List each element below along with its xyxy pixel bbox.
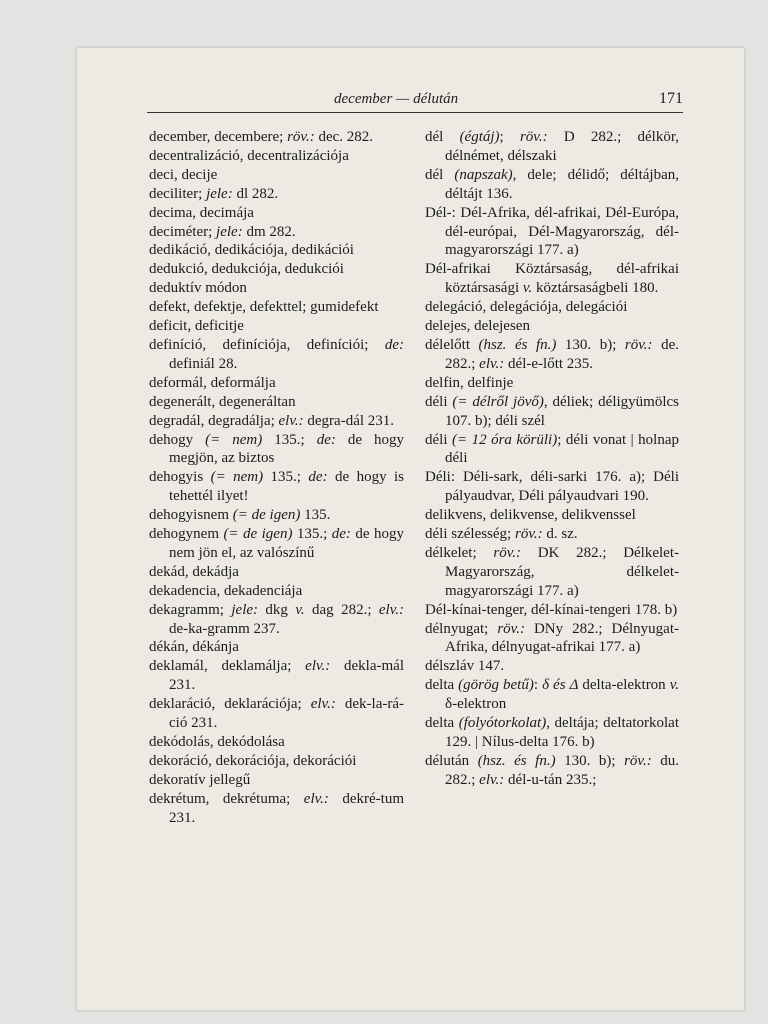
dictionary-entry: dékán, dékánja: [149, 639, 239, 656]
dictionary-entry: Déli: Déli-sark, déli-sarki 176. a); Déli pályaudvar, Déli pályaudvari 190.: [425, 469, 679, 505]
dictionary-entry: deciméter; jele: dm 282.: [149, 223, 296, 240]
dictionary-entry: deklaráció, deklarációja; elv.: dek-la-rá-ció 231.: [149, 696, 404, 732]
dictionary-entry: delta (görög betű): δ és Δ delta-elektron v. δ-elektron: [425, 677, 680, 713]
dictionary-entry: dehogy (= nem) 135.; de: de hogy megjön, az biztos: [149, 431, 404, 467]
dictionary-entry: defekt, defektje, defekttel; gumidefekt: [149, 299, 379, 316]
dictionary-entry: deklamál, deklamálja; elv.: dekla-mál 231.: [149, 658, 404, 694]
dictionary-entry: délkelet; röv.: DK 282.; Délkelet-Magyarország, délkelet-magyarországi 177. a): [425, 544, 679, 599]
dictionary-entry: dekrétum, dekrétuma; elv.: dekré-tum 231.: [149, 790, 404, 826]
dictionary-entry: dekódolás, dekódolása: [149, 734, 285, 750]
dictionary-entry: definíció, definíciója, definíciói; de: definiál 28.: [149, 336, 404, 372]
dictionary-entry: dehogynem (= de igen) 135.; de: de hogy nem jön el, az valószínű: [149, 526, 404, 561]
dictionary-entry: dedikáció, dedikációja, dedikációi: [149, 242, 354, 259]
dictionary-entry: decima, decimája: [149, 204, 254, 221]
dictionary-entry: dehogyis (= nem) 135.; de: de hogy is tehettél ilyet!: [149, 469, 404, 505]
dictionary-entry: délszláv 147.: [425, 658, 505, 675]
dictionary-entry: Dél-kínai-tenger, dél-kínai-tengeri 178. b): [425, 601, 678, 618]
dictionary-entry: Dél-afrikai Köztársaság, dél-afrikai köztársasági v. köztársaságbeli 180.: [425, 261, 679, 297]
dictionary-entry: dél (napszak), dele; délidő; déltájban, déltájt 136.: [425, 166, 679, 202]
running-head: [147, 90, 683, 113]
left-column: [149, 128, 404, 828]
dictionary-page: [77, 48, 744, 1010]
dictionary-entry: Dél-: Dél-Afrika, dél-afrikai, Dél-Európa, dél-európai, Dél-Magyarország, dél-magyarországi 177. a): [425, 204, 679, 259]
running-head-title: december — délután: [334, 91, 459, 107]
dictionary-entry: dél (égtáj); röv.: D 282.; délkör, délnémet, délszaki: [425, 129, 679, 164]
dictionary-entry: dedukció, dedukciója, dedukciói: [149, 261, 344, 278]
dictionary-entry: déli (= 12 óra körüli); déli vonat | holnap déli: [425, 431, 679, 467]
dictionary-entry: dekoráció, dekorációja, dekorációi: [149, 752, 357, 769]
dictionary-entry: dehogyisnem (= de igen) 135.: [149, 507, 331, 524]
dictionary-entry: dekagramm; jele: dkg v. dag 282.; elv.: de-ka-gramm 237.: [149, 601, 405, 637]
dictionary-entry: déli szélesség; röv.: d. sz.: [425, 526, 578, 543]
dictionary-entry: deficit, deficitje: [149, 318, 244, 335]
dictionary-entry: degenerált, degeneráltan: [149, 393, 296, 410]
dictionary-entry: deduktív módon: [149, 280, 247, 297]
dictionary-entry: deformál, deformálja: [149, 374, 276, 391]
page-number: 171: [659, 90, 683, 107]
dictionary-entry: dekád, dekádja: [149, 563, 239, 580]
dictionary-entry: decentralizáció, decentralizációja: [149, 147, 349, 164]
right-column: [425, 128, 679, 790]
dictionary-entry: delejes, delejesen: [425, 318, 530, 335]
dictionary-entry: december, decembere; röv.: dec. 282.: [149, 129, 374, 145]
dictionary-entry: délelőtt (hsz. és fn.) 130. b); röv.: de. 282.; elv.: dél-e-lőtt 235.: [425, 336, 679, 372]
dictionary-entry: delfin, delfinje: [425, 374, 514, 391]
dictionary-entry: deci, decije: [149, 166, 218, 183]
dictionary-entry: degradál, degradálja; elv.: degra-dál 231.: [149, 412, 395, 429]
dictionary-entry: delegáció, delegációja, delegációi: [425, 299, 628, 316]
dictionary-entry: dekadencia, dekadenciája: [149, 582, 303, 599]
dictionary-entry: delta (folyótorkolat), deltája; deltatorkolat 129. | Nílus-delta 176. b): [425, 715, 679, 750]
dictionary-entry: délnyugat; röv.: DNy 282.; Délnyugat-Afrika, délnyugat-afrikai 177. a): [425, 620, 679, 656]
dictionary-entry: dekoratív jellegű: [149, 771, 251, 788]
dictionary-entry: délután (hsz. és fn.) 130. b); röv.: du. 282.; elv.: dél-u-tán 235.;: [425, 752, 679, 788]
dictionary-entry: déli (= délről jövő), déliek; déligyümölcs 107. b); déli szél: [425, 393, 679, 429]
dictionary-entry: deciliter; jele: dl 282.: [149, 185, 279, 202]
dictionary-entry: delikvens, delikvense, delikvenssel: [425, 507, 636, 524]
